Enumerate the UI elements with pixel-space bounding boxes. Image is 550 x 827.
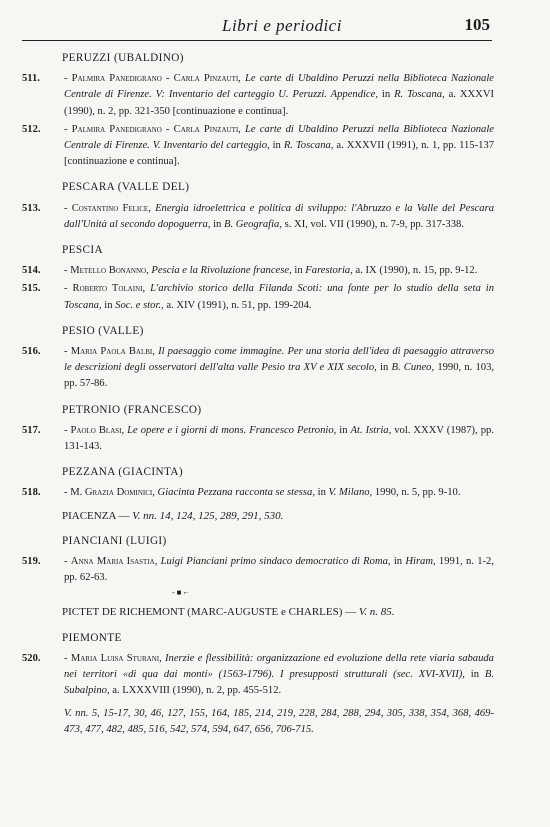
entry-in: in <box>393 556 403 568</box>
entry-author: Maria Paola Balbi, <box>70 346 155 358</box>
entry-author: Metello Bonanno, <box>70 265 149 277</box>
page-number: 105 <box>464 15 490 34</box>
entry-number: 513. <box>22 202 41 214</box>
entry-title: Le carte di Ubaldino Peruzzi nella Biblioteca Nazionale Centrale di Firenze. V. Inventario del carteggio, <box>64 123 494 152</box>
entry-separator: - <box>64 652 68 664</box>
section-heading: PETRONIO (FRANCESCO) <box>62 403 202 416</box>
entry-separator: - <box>64 202 68 214</box>
crossref-label: PICTET DE RICHEMONT (MARC-AUGUSTE e CHARLES) — <box>62 606 357 619</box>
entry-journal: Farestoria, <box>305 265 353 277</box>
entry-journal: V. Milano, <box>328 487 373 499</box>
entry-journal: B. Geografia, <box>224 218 282 230</box>
entry-title: Energia idroelettrica e politica di sviluppo: l'Abruzzo e la Valle del Pescara dall'Unità al secondo dopoguerra, <box>64 202 494 230</box>
entry-number: 517. <box>22 424 41 436</box>
entry-separator: - <box>64 424 68 436</box>
entry-journal: R. Toscana, <box>394 89 445 101</box>
entry-journal: R. Toscana, <box>283 140 334 152</box>
entry-journal: At. Istria, <box>350 424 392 436</box>
entry-number: 515. <box>22 283 41 295</box>
bibliography-entry <box>22 651 494 738</box>
entry-separator: - <box>64 283 68 295</box>
entry-title: Il paesaggio come immagine. Per una storia dell'idea di paesaggio attraverso le descrizioni degli osservatori dell'alta valle Pesio tra XV e XIX secolo, <box>64 346 494 374</box>
section-heading: PEZZANA (GIACINTA) <box>62 466 183 479</box>
entry-title: Giacinta Pezzana racconta se stessa, <box>157 487 315 499</box>
entry-details: a. XIV (1991), n. 51, pp. 199-204. <box>166 299 312 311</box>
bibliography-entry <box>22 281 494 313</box>
bibliography-entry <box>22 201 494 233</box>
entry-number: 512. <box>22 123 41 135</box>
bibliography-entry <box>22 485 494 501</box>
entry-details: 1990, n. 5, pp. 9-10. <box>374 487 461 499</box>
crossref-label: PIACENZA — <box>62 509 130 522</box>
entry-in: in <box>380 362 389 374</box>
entry-author: Paolo Blasi, <box>70 424 125 436</box>
entry-journal: Soc. e stor., <box>115 299 164 311</box>
crossref-numbers: V. n. 85. <box>358 606 395 619</box>
entry-author: Maria Luisa Sturani, <box>70 652 162 664</box>
entry-title: Luigi Pianciani primo sindaco democratico di Roma, <box>160 556 391 568</box>
bibliography-entry <box>22 71 494 120</box>
cross-reference <box>22 604 494 620</box>
bibliography-entry <box>22 344 494 393</box>
running-title: Libri e periodici <box>222 16 342 35</box>
entry-author: Palmira Panedigrano - Carla Pinzauti, <box>71 73 241 85</box>
entry-author: Roberto Tolaini, <box>72 283 146 295</box>
entry-separator: - <box>64 123 68 135</box>
see-also-list: V. nn. 5, 15-17, 30, 46, 127, 155, 164, 185, 214, 219, 228, 284, 288, 294, 305, 338, 354, 368, 469-473, 477, 482, 485, 516, 542, 574, 594, 647, 656, 706-715. <box>64 707 494 735</box>
entry-details: 1991, n. 1-2, pp. 62-63. <box>64 556 494 584</box>
entry-in: in <box>213 218 222 230</box>
entry-title: Le carte di Ubaldino Peruzzi nella Biblioteca Nazionale Centrale di Firenze. V: Inventario del carteggio U. Peruzzi. Appendice, <box>64 73 494 101</box>
entry-details: a. LXXXVIII (1990), n. 2, pp. 455-512. <box>112 685 282 697</box>
entry-separator: - <box>64 265 68 277</box>
stray-print-marks: - ■ ⌐ <box>172 588 189 598</box>
entry-in: in <box>317 487 326 499</box>
entry-journal: Hiram, <box>405 556 436 568</box>
entry-in: in <box>104 299 113 311</box>
bibliography-entry <box>22 423 494 455</box>
entry-in: in <box>339 424 348 436</box>
entry-in: in <box>272 140 281 152</box>
entry-details: a. XXXVII (1991), n. 1, pp. 115-137 [continuazione e continua]. <box>64 140 494 168</box>
bibliography-entry <box>22 263 494 279</box>
entry-author: Costantino Felice, <box>71 202 151 214</box>
section-heading: PERUZZI (UBALDINO) <box>62 52 184 64</box>
page-header <box>22 14 492 41</box>
entry-title: Pescia e la Rivoluzione francese, <box>151 265 292 277</box>
section-heading: PESCIA <box>62 244 103 257</box>
section-heading: PESCARA (VALLE DEL) <box>62 181 190 194</box>
entry-details: a. XXXVI (1990), n. 2, pp. 321-350 [continuazione e continua]. <box>64 89 494 117</box>
entry-journal: B. Subalpino, <box>64 669 494 697</box>
section-heading: PESIO (VALLE) <box>62 324 144 337</box>
entry-details: vol. XXXV (1987), pp. 131-143. <box>64 424 494 453</box>
entry-in: in <box>381 89 391 101</box>
entry-in: in <box>470 669 480 681</box>
section-heading: PIANCIANI (LUIGI) <box>62 534 167 547</box>
entry-title: Le opere e i giorni di mons. Francesco Petronio, <box>127 424 337 436</box>
entry-number: 516. <box>22 346 41 358</box>
bibliography-content <box>22 50 494 740</box>
entry-author: M. Grazia Dominici, <box>70 487 155 499</box>
entry-number: 520. <box>22 652 41 664</box>
entry-separator: - <box>64 556 68 568</box>
crossref-numbers: V. nn. 14, 124, 125, 289, 291, 530. <box>132 509 284 522</box>
section-heading: PIEMONTE <box>62 631 122 644</box>
entry-number: 519. <box>22 556 41 568</box>
entry-author: Palmira Panedigrano - Carla Pinzauti, <box>71 123 241 135</box>
entry-journal: B. Cuneo, <box>391 362 435 374</box>
entry-separator: - <box>64 346 68 358</box>
entry-separator: - <box>64 487 68 499</box>
entry-title: Inerzie e flessibilità: organizzazione ed evoluzione della rete viaria sabauda nei territori «di qua dai monti» (1563-1796). I presupposti strutturali (sec. XVI-XVII), <box>64 652 494 681</box>
entry-number: 514. <box>22 265 41 277</box>
entry-details: 1990, n. 103, pp. 57-86. <box>64 362 495 390</box>
bibliography-entry <box>22 554 494 586</box>
bibliography-entry <box>22 122 494 171</box>
entry-details: s. XI, vol. VII (1990), n. 7-9, pp. 317-338. <box>284 218 464 230</box>
cross-reference <box>22 508 494 524</box>
entry-number: 511. <box>22 73 40 85</box>
entry-author: Anna Maria Isastia, <box>70 556 158 568</box>
entry-in: in <box>294 265 303 277</box>
entry-number: 518. <box>22 487 41 499</box>
entry-separator: - <box>64 73 68 85</box>
entry-details: a. IX (1990), n. 15, pp. 9-12. <box>355 265 478 277</box>
entry-title: L'archivio storico della Filanda Scoti: una fonte per lo studio della seta in Toscana, <box>64 283 494 311</box>
